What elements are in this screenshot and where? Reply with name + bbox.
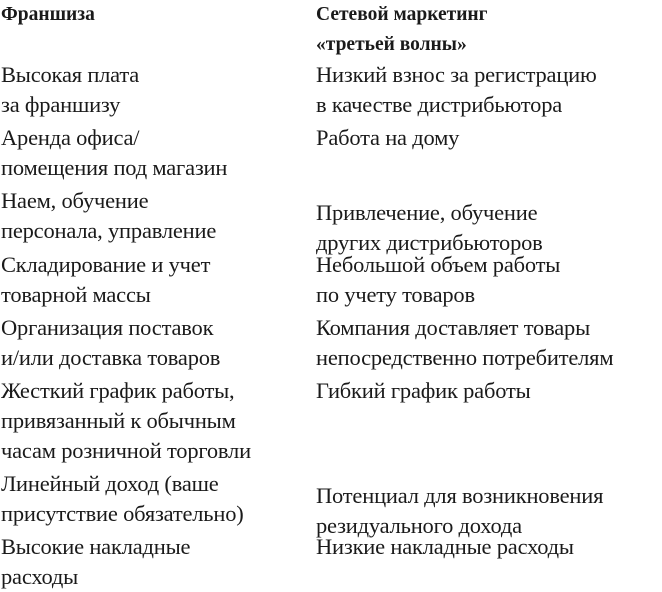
cell-text: непосредственно потребителям bbox=[316, 345, 614, 370]
franchise-cell bbox=[1, 123, 311, 183]
cell-text: Линейный доход (ваше bbox=[1, 471, 219, 496]
cell-text: Жесткий график работы, bbox=[1, 378, 235, 403]
header-network-marketing bbox=[316, 0, 662, 60]
cell-text: расходы bbox=[1, 564, 79, 589]
franchise-cell bbox=[1, 186, 311, 246]
header-text: Франшиза bbox=[1, 4, 95, 25]
cell-text: в качестве дистрибьютора bbox=[316, 92, 563, 117]
cell-text: по учету товаров bbox=[316, 282, 475, 307]
network-cell bbox=[316, 532, 662, 562]
cell-text: резидуального дохода bbox=[316, 513, 522, 538]
header-text: Сетевой маркетинг bbox=[316, 4, 488, 25]
network-cell bbox=[316, 313, 662, 373]
franchise-cell bbox=[1, 60, 311, 120]
cell-text: других дистрибьюторов bbox=[316, 230, 543, 255]
header-text: «третьей волны» bbox=[316, 34, 467, 55]
network-cell bbox=[316, 60, 662, 120]
franchise-cell bbox=[1, 469, 311, 529]
cell-text: персонала, управление bbox=[1, 218, 217, 243]
franchise-cell bbox=[1, 250, 311, 310]
franchise-cell bbox=[1, 376, 311, 466]
cell-text: Потенциал для возникновения bbox=[316, 483, 604, 508]
network-cell bbox=[316, 250, 662, 310]
cell-text: помещения под магазин bbox=[1, 155, 228, 180]
cell-text: Небольшой объем работы bbox=[316, 252, 561, 277]
cell-text: присутствие обязательно) bbox=[1, 501, 244, 526]
header-franchise bbox=[1, 0, 311, 30]
cell-text: Высокие накладные bbox=[1, 534, 191, 559]
cell-text: часам розничной торговли bbox=[1, 438, 251, 463]
franchise-cell bbox=[1, 532, 311, 592]
cell-text: Складирование и учет bbox=[1, 252, 211, 277]
network-cell bbox=[316, 376, 662, 406]
cell-text: Компания доставляет товары bbox=[316, 315, 590, 340]
cell-text: товарной массы bbox=[1, 282, 151, 307]
cell-text: Наем, обучение bbox=[1, 188, 149, 213]
network-cell bbox=[316, 123, 662, 153]
cell-text: Гибкий график работы bbox=[316, 378, 531, 403]
cell-text: Аренда офиса/ bbox=[1, 125, 140, 150]
cell-text: за франшизу bbox=[1, 92, 121, 117]
cell-text: Низкий взнос за регистрацию bbox=[316, 62, 597, 87]
cell-text: Работа на дому bbox=[316, 125, 460, 150]
cell-text: Организация поставок bbox=[1, 315, 214, 340]
franchise-cell bbox=[1, 313, 311, 373]
network-cell bbox=[316, 198, 662, 258]
cell-text: привязанный к обычным bbox=[1, 408, 236, 433]
cell-text: Привлечение, обучение bbox=[316, 200, 538, 225]
cell-text: и/или доставка товаров bbox=[1, 345, 221, 370]
cell-text: Низкие накладные расходы bbox=[316, 534, 574, 559]
cell-text: Высокая плата bbox=[1, 62, 140, 87]
